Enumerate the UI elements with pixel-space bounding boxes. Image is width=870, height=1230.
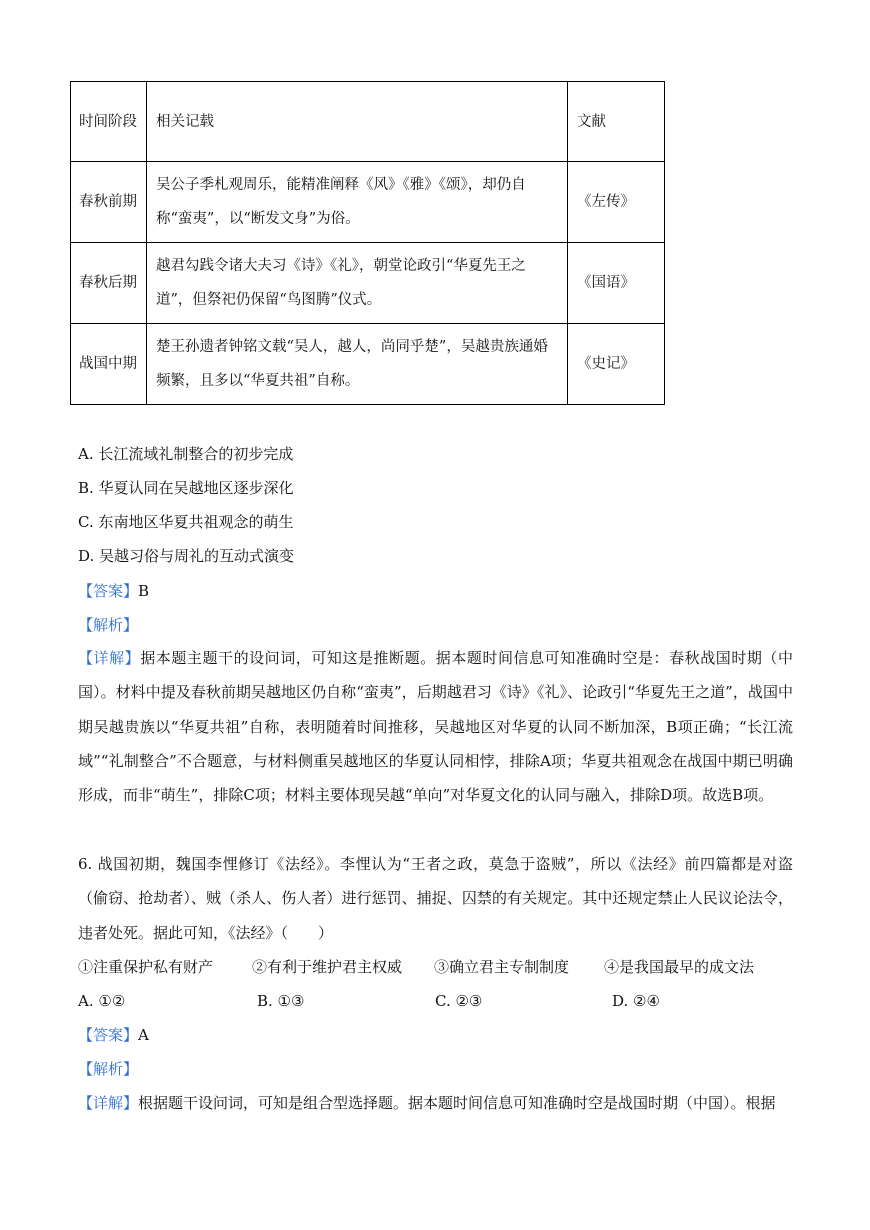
q6-option: D. ②④ xyxy=(612,992,660,1010)
detail-tag: 【详解】 xyxy=(78,1094,139,1112)
table-header-row xyxy=(71,82,665,162)
q5-answer xyxy=(78,580,149,602)
header-record: 相关记载 xyxy=(147,82,568,162)
detail-tag: 【详解】 xyxy=(78,649,141,667)
q6-statement: ②有利于维护君主权威 xyxy=(252,958,403,976)
q6-statement: ③确立君主专制制度 xyxy=(434,958,570,976)
header-period: 时间阶段 xyxy=(71,82,147,162)
answer-value: A xyxy=(138,1026,149,1044)
q6-option: B. ①③ xyxy=(257,992,305,1010)
row-record: 越君勾践令诸大夫习《诗》《礼》，朝堂论政引“华夏先王之道”，但祭祀仍保留“鸟图腾”仪式。 xyxy=(147,243,568,324)
answer-tag: 【答案】 xyxy=(78,1026,139,1044)
detail-text: 根据题干设问词，可知是组合型选择题。据本题时间信息可知准确时空是战国时期（中国）。根据 xyxy=(138,1094,776,1112)
q6-analysis xyxy=(78,1058,138,1080)
header-source: 文献 xyxy=(568,82,665,162)
q6-answer xyxy=(78,1024,149,1046)
row-period: 春秋后期 xyxy=(71,243,147,324)
row-record: 楚王孙遗者钟铭文载“吴人，越人，尚同乎楚”，吴越贵族通婚频繁，且多以“华夏共祖”自称。 xyxy=(147,324,568,405)
row-record: 吴公子季札观周乐，能精准阐释《风》《雅》《颂》，却仍自称“蛮夷”，以“断发文身”为俗。 xyxy=(147,162,568,243)
q5-analysis xyxy=(78,614,138,636)
row-period: 战国中期 xyxy=(71,324,147,405)
table-row xyxy=(71,324,665,405)
analysis-tag: 【解析】 xyxy=(78,616,139,634)
table-row xyxy=(71,243,665,324)
q6-option: A. ①② xyxy=(78,992,126,1010)
analysis-tag: 【解析】 xyxy=(78,1060,139,1078)
q5-option-b: B. 华夏认同在吴越地区逐步深化 xyxy=(78,479,294,497)
row-period: 春秋前期 xyxy=(71,162,147,243)
q6-stem: 6. 战国初期，魏国李悝修订《法经》。李悝认为“王者之政，莫急于盗贼”，所以《法经》前四篇都是对盗（偷窃、抢劫者）、贼（杀人、伤人者）进行惩罚、捕捉、囚禁的有关规定。其中还规定禁止人民议论法令，违者处死。据此可知，《法经》（ ） xyxy=(78,855,793,942)
answer-value: B xyxy=(138,582,150,600)
row-source: 《史记》 xyxy=(568,324,665,405)
q5-detail xyxy=(78,641,793,812)
q6-detail xyxy=(78,1086,793,1120)
q6-statements xyxy=(78,956,754,978)
q6-statement: ①注重保护私有财产 xyxy=(78,958,214,976)
q6-statement: ④是我国最早的成文法 xyxy=(604,958,755,976)
q5-option-a: A. 长江流域礼制整合的初步完成 xyxy=(78,445,294,463)
table-row xyxy=(71,162,665,243)
q6-option: C. ②③ xyxy=(435,992,483,1010)
records-table xyxy=(70,81,665,405)
answer-tag: 【答案】 xyxy=(78,582,139,600)
row-source: 《左传》 xyxy=(568,162,665,243)
q6-options xyxy=(78,990,660,1012)
detail-text: 据本题主题干的设问词，可知这是推断题。据本题时间信息可知准确时空是：春秋战国时期（中国）。材料中提及春秋前期吴越地区仍自称“蛮夷”，后期越君习《诗》《礼》、论政引“华夏先王之道”，战国中期吴越贵族以“华夏共祖”自称，表明随着时间推移，吴越地区对华夏的认同不断加深，B项正确；“长江流域”“礼制整合”不合题意，与材料侧重吴越地区的华夏认同相悖，排除A项；华夏共祖观念在战国中期已明确形成，而非“萌生”，排除C项；材料主要体现吴越“单向”对华夏文化的认同与融入，排除D项。故选B项。 xyxy=(78,649,793,805)
row-source: 《国语》 xyxy=(568,243,665,324)
q5-option-c: C. 东南地区华夏共祖观念的萌生 xyxy=(78,513,294,531)
q5-option-d: D. 吴越习俗与周礼的互动式演变 xyxy=(78,547,295,565)
